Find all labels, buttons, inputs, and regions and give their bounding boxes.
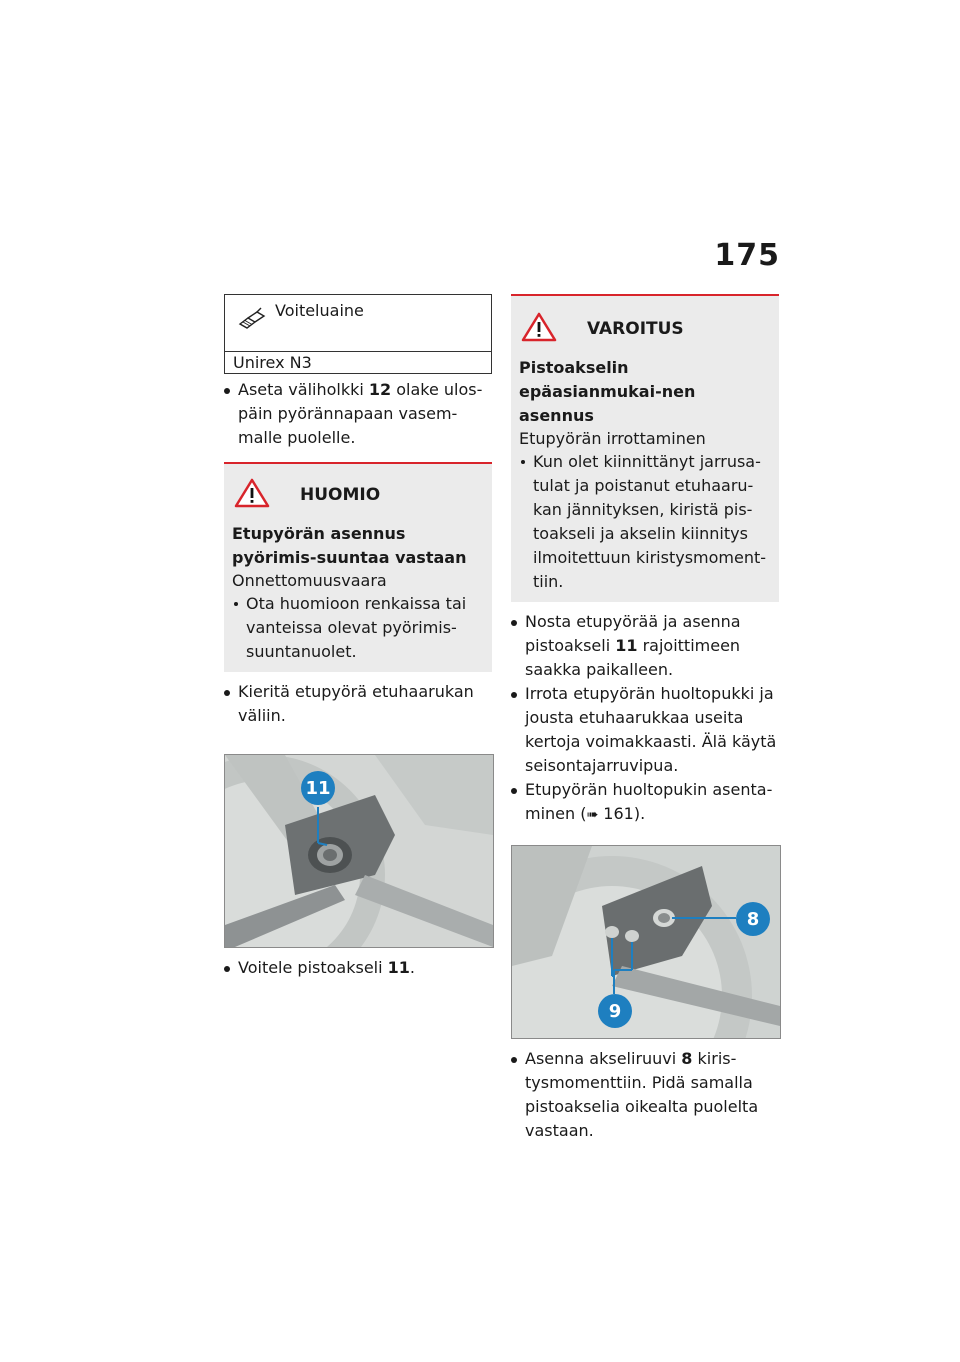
part-reference: 11 xyxy=(615,636,638,655)
notice-text: Onnettomuusvaara xyxy=(232,571,387,590)
part-reference: 11 xyxy=(387,958,410,977)
figure-axle-spacer xyxy=(224,754,494,948)
lubricant-value: Unirex N3 xyxy=(233,353,312,372)
instruction-text: olake ulos-päin pyörännapaan vasem-malle puolelle. xyxy=(238,380,483,447)
page-reference-arrow-icon: ➠ xyxy=(586,807,599,823)
warning-triangle-icon xyxy=(234,478,270,512)
instruction-roll-wheel: Kieritä etupyörä etuhaarukan väliin. xyxy=(224,680,492,728)
instruction-spacer xyxy=(224,378,492,450)
lubricant-box xyxy=(224,294,492,374)
lubricant-title: Voiteluaine xyxy=(275,301,364,320)
notice-box xyxy=(224,462,492,672)
instruction-text: Aseta väliholkki xyxy=(238,380,369,399)
right-column xyxy=(511,294,779,1143)
warning-text: Etupyörän irrottaminen xyxy=(519,429,706,448)
callout-8: 8 xyxy=(736,902,770,936)
instruction-text: . xyxy=(409,958,416,977)
left-column xyxy=(224,294,492,980)
warning-item: Kun olet kiinnittänyt jarrusa-tulat ja poistanut etuhaaru-kan jännityksen, kiristä pis-toakseli ja akselin kiinnitys ilmoitettuun kiristysmoment-tiin. xyxy=(519,450,771,594)
instruction-tighten-bolt xyxy=(511,1047,779,1143)
callout-9: 9 xyxy=(598,994,632,1028)
divider xyxy=(225,351,491,352)
instruction-stand-reference xyxy=(511,778,779,827)
part-reference: 8 xyxy=(681,1049,693,1068)
notice-item: Ota huomioon renkaissa tai vanteissa olevat pyörimis-suuntanuolet. xyxy=(232,592,484,664)
callout-11: 11 xyxy=(301,771,335,805)
warning-title: VAROITUS xyxy=(587,319,684,339)
instruction-remove-stand: Irrota etupyörän huoltopukki ja jousta etuhaarukkaa useita kertoja voimakkaasti. Älä käytä seisontajarruvipua. xyxy=(511,682,779,778)
instruction-lubricate-axle xyxy=(224,956,492,980)
instruction-text: Etupyörän huoltopukin asenta-minen ( xyxy=(525,780,773,823)
notice-title: HUOMIO xyxy=(300,485,381,505)
warning-triangle-icon xyxy=(521,312,557,346)
warning-subtitle: Pistoakselin epäasianmukai-nen asennus xyxy=(519,358,696,425)
page-number: 175 xyxy=(714,238,780,273)
instruction-text: rajoittimeen saakka paikalleen. xyxy=(525,636,741,679)
figure-axle-bolts xyxy=(511,845,781,1039)
instruction-text: kiris-tysmomenttiin. Pidä samalla pistoakselia oikealta puolelta vastaan. xyxy=(525,1049,759,1140)
warning-box xyxy=(511,294,779,602)
instruction-lift-wheel xyxy=(511,610,779,682)
page-reference-link[interactable]: 161 xyxy=(598,804,634,823)
instruction-text: Asenna akseliruuvi xyxy=(525,1049,682,1068)
instruction-text: ). xyxy=(633,804,646,823)
instruction-text: Nosta etupyörää ja asenna pistoakseli xyxy=(525,612,741,655)
notice-subtitle: Etupyörän asennus pyörimis-suuntaa vastaan xyxy=(232,524,467,567)
grease-gun-icon xyxy=(237,307,267,333)
instruction-text: Voitele pistoakseli xyxy=(238,958,388,977)
part-reference: 12 xyxy=(368,380,392,399)
